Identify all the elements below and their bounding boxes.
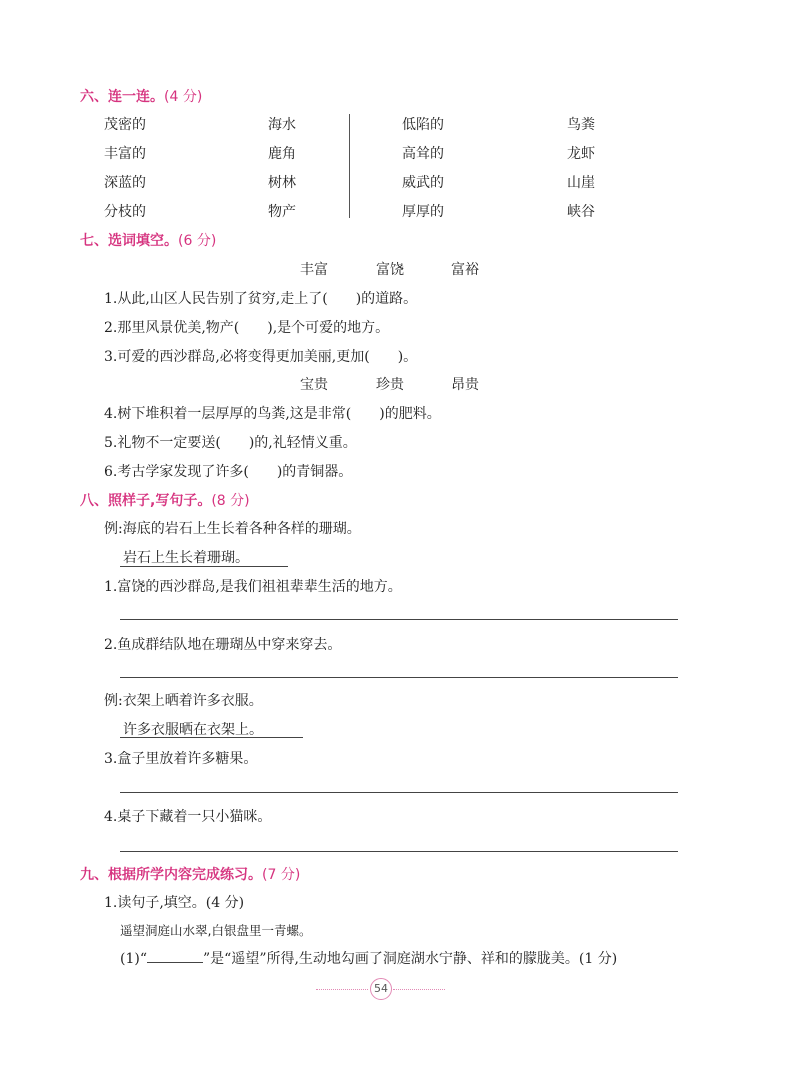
rewrite-question-1: 1.富饶的西沙群岛,是我们祖祖辈辈生活的地方。 — [104, 579, 402, 595]
fill-question-2[interactable]: 2.那里风景优美,物产( ),是个可爱的地方。 — [104, 320, 390, 336]
fill-question-1[interactable]: 1.从此,山区人民告别了贫穷,走上了( )的道路。 — [104, 291, 418, 307]
word-choice-5: 珍贵 — [376, 377, 404, 393]
example-1-underline — [120, 566, 288, 567]
section-8-title: 八、照样子,写句子。(8 分) — [80, 493, 250, 509]
match-noun-2[interactable]: 鹿角 — [268, 146, 296, 162]
match-left-word-4[interactable]: 分枝的 — [104, 204, 146, 220]
poem-line: 遥望洞庭山水翠,白银盘里一青螺。 — [120, 923, 312, 938]
fill-question-6[interactable]: 6.考古学家发现了许多( )的青铜器。 — [104, 464, 353, 480]
example-1-answer: 岩石上生长着珊瑚。 — [123, 550, 249, 566]
section-9-title: 九、根据所学内容完成练习。(7 分) — [80, 867, 301, 883]
answer-line-1[interactable] — [120, 619, 678, 620]
word-choice-4: 宝贵 — [300, 377, 328, 393]
footer-dots-left — [316, 989, 368, 990]
match-right-word-3[interactable]: 威武的 — [402, 175, 444, 191]
column-divider — [349, 114, 350, 218]
example-2-answer: 许多衣服晒在衣架上。 — [123, 722, 263, 738]
rewrite-question-2: 2.鱼成群结队地在珊瑚丛中穿来穿去。 — [104, 637, 342, 653]
word-choice-2: 富饶 — [376, 262, 404, 278]
answer-line-3[interactable] — [120, 792, 678, 793]
match-noun-1[interactable]: 海水 — [268, 117, 296, 133]
word-choice-1: 丰富 — [300, 262, 328, 278]
example-2-sentence: 例:衣架上晒着许多衣服。 — [104, 693, 263, 709]
example-2-underline — [120, 737, 303, 738]
rewrite-question-3: 3.盒子里放着许多糖果。 — [104, 751, 258, 767]
footer-dots-right — [393, 989, 445, 990]
match-right-noun-3[interactable]: 山崖 — [567, 175, 595, 191]
poem-question-1: (1)“ ”是“遥望”所得,生动地勾画了洞庭湖水宁静、祥和的朦胧美。(1 分) — [120, 951, 618, 967]
word-choice-6: 昂贵 — [451, 377, 479, 393]
fill-question-5[interactable]: 5.礼物不一定要送( )的,礼轻情义重。 — [104, 435, 357, 451]
example-1-sentence: 例:海底的岩石上生长着各种各样的珊瑚。 — [104, 521, 361, 537]
match-right-noun-4[interactable]: 峡谷 — [567, 204, 595, 220]
word-choice-3: 富裕 — [451, 262, 479, 278]
match-right-word-1[interactable]: 低陷的 — [402, 117, 444, 133]
match-left-word-1[interactable]: 茂密的 — [104, 117, 146, 133]
match-right-word-4[interactable]: 厚厚的 — [402, 204, 444, 220]
match-right-noun-2[interactable]: 龙虾 — [567, 146, 595, 162]
match-left-word-2[interactable]: 丰富的 — [104, 146, 146, 162]
answer-line-4[interactable] — [120, 851, 678, 852]
fill-question-3[interactable]: 3.可爱的西沙群岛,必将变得更加美丽,更加( )。 — [104, 349, 418, 365]
rewrite-question-4: 4.桌子下藏着一只小猫咪。 — [104, 809, 272, 825]
section-6-title: 六、连一连。(4 分) — [80, 89, 203, 105]
match-right-noun-1[interactable]: 鸟粪 — [567, 117, 595, 133]
match-noun-3[interactable]: 树林 — [268, 175, 296, 191]
fill-question-4[interactable]: 4.树下堆积着一层厚厚的鸟粪,这是非常( )的肥料。 — [104, 406, 441, 422]
subquestion-1-title: 1.读句子,填空。(4 分) — [104, 895, 245, 911]
match-noun-4[interactable]: 物产 — [268, 204, 296, 220]
match-left-word-3[interactable]: 深蓝的 — [104, 175, 146, 191]
answer-line-2[interactable] — [120, 677, 678, 678]
poem-blank[interactable] — [147, 950, 203, 963]
page-number: 54 — [370, 978, 392, 1000]
section-7-title: 七、选词填空。(6 分) — [80, 233, 217, 249]
match-right-word-2[interactable]: 高耸的 — [402, 146, 444, 162]
